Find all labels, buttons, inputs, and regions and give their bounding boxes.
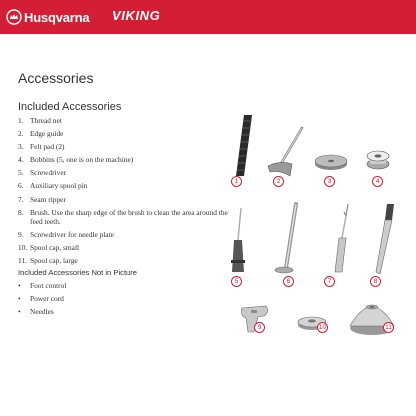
figure-label-11: 11 bbox=[383, 322, 394, 333]
item-number: 9. bbox=[18, 229, 24, 239]
item-text: Foot control bbox=[30, 281, 67, 290]
list-item bbox=[18, 155, 228, 164]
list-item bbox=[18, 181, 228, 190]
figure-label-6: 6 bbox=[283, 276, 294, 287]
felt-pad-icon bbox=[315, 155, 347, 170]
item-text: Edge guide bbox=[30, 129, 64, 139]
item-text: Needles bbox=[30, 307, 54, 317]
edge-guide-icon bbox=[268, 128, 302, 176]
figure-label-9: 9 bbox=[254, 322, 265, 333]
item-text: Felt pad (2) bbox=[30, 142, 65, 152]
not-in-picture-list bbox=[18, 281, 66, 321]
figure-label-4: 4 bbox=[372, 176, 383, 187]
seam-ripper-icon bbox=[335, 204, 348, 272]
item-text: Thread net bbox=[30, 116, 62, 125]
included-accessories-list bbox=[18, 116, 228, 269]
item-number: 5. bbox=[18, 168, 24, 178]
figure-label-8: 8 bbox=[370, 276, 381, 287]
figure-label-5: 5 bbox=[231, 276, 242, 287]
item-text: Screwdriver bbox=[30, 168, 67, 178]
viking-brand-text: VIKING bbox=[112, 8, 161, 23]
list-item bbox=[18, 116, 228, 125]
bobbin-icon bbox=[367, 151, 389, 169]
list-item bbox=[18, 294, 66, 303]
auxiliary-spool-pin-icon bbox=[275, 204, 296, 273]
item-number: 11. bbox=[18, 255, 27, 265]
figure-label-2: 2 bbox=[273, 176, 284, 187]
thread-net-icon bbox=[236, 115, 252, 176]
bullet: • bbox=[18, 294, 21, 304]
page-title: Accessories bbox=[18, 70, 94, 86]
item-number: 4. bbox=[18, 155, 24, 165]
item-text: Power cord bbox=[30, 294, 64, 304]
accessories-drawing bbox=[220, 100, 416, 350]
item-text: Seam ripper bbox=[30, 194, 66, 204]
accessories-illustration bbox=[220, 100, 416, 350]
list-item bbox=[18, 230, 228, 239]
bullet: • bbox=[18, 307, 21, 317]
husqvarna-logo bbox=[6, 8, 89, 26]
list-item bbox=[18, 256, 228, 265]
included-accessories-heading: Included Accessories bbox=[18, 101, 122, 113]
husqvarna-brand-text: Husqvarna bbox=[24, 9, 90, 25]
list-item bbox=[18, 195, 228, 204]
list-item bbox=[18, 281, 66, 290]
figure-label-7: 7 bbox=[324, 276, 335, 287]
item-number: 2. bbox=[18, 129, 24, 139]
item-text: Screwdriver for needle plate bbox=[30, 229, 114, 239]
brush-icon bbox=[376, 204, 394, 274]
list-item bbox=[18, 168, 228, 177]
header-banner bbox=[0, 0, 416, 34]
list-item bbox=[18, 129, 228, 138]
item-number: 8. bbox=[18, 207, 24, 217]
list-item bbox=[18, 243, 228, 252]
crown-icon bbox=[6, 9, 22, 25]
screwdriver-icon bbox=[231, 208, 245, 272]
bullet: • bbox=[18, 281, 21, 290]
item-number: 3. bbox=[18, 142, 24, 152]
not-in-picture-heading: Included Accessories Not in Picture bbox=[18, 268, 138, 277]
figure-label-1: 1 bbox=[231, 176, 242, 187]
item-number: 10. bbox=[18, 242, 28, 252]
list-item bbox=[18, 307, 66, 316]
figure-label-3: 3 bbox=[324, 176, 335, 187]
item-text: Spool cap, small bbox=[30, 242, 80, 252]
item-text: Bobbins (5, one is on the machine) bbox=[30, 155, 134, 165]
item-text: Auxiliary spool pin bbox=[30, 181, 88, 191]
item-text: Brush. Use the sharp edge of the brush to clean the area around the feed teeth. bbox=[30, 207, 228, 226]
figure-label-10: 10 bbox=[318, 324, 327, 331]
item-number: 6. bbox=[18, 181, 24, 191]
item-number: 7. bbox=[18, 194, 24, 204]
list-item bbox=[18, 208, 228, 226]
item-number: 1. bbox=[18, 116, 24, 125]
list-item bbox=[18, 142, 228, 151]
item-text: Spool cap, large bbox=[30, 255, 78, 265]
